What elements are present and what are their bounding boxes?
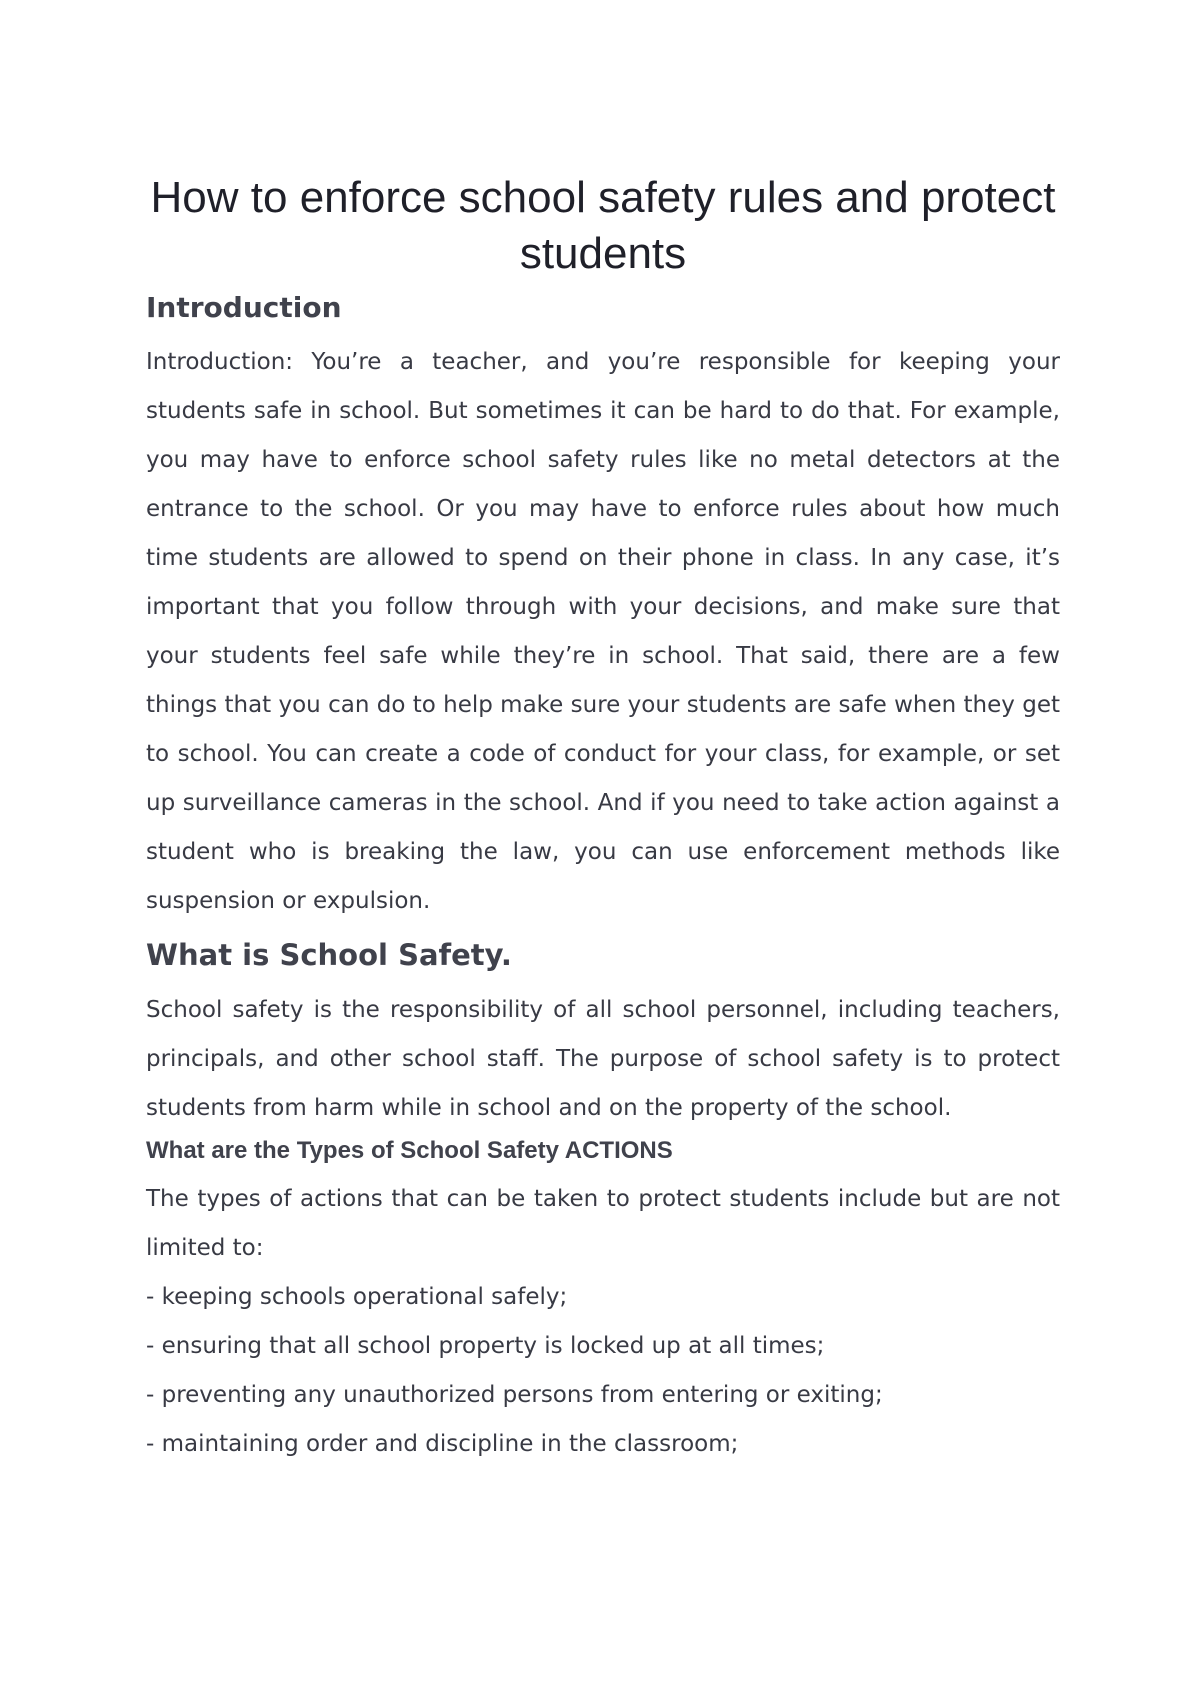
list-item: - maintaining order and discipline in the classroom; bbox=[146, 1431, 739, 1457]
document-title: How to enforce school safety rules and protect students bbox=[150, 173, 1056, 278]
list-item: - preventing any unauthorized persons from entering or exiting; bbox=[146, 1382, 883, 1408]
types-of-actions-paragraph: The types of actions that can be taken to protect students include but are not limited to: bbox=[146, 1186, 1060, 1261]
list-item: - keeping schools operational safely; bbox=[146, 1284, 568, 1310]
introduction-heading: Introduction bbox=[146, 291, 342, 324]
school-safety-paragraph: School safety is the responsibility of all school personnel, including teachers, principals, and other school staff. The purpose of school safety is to protect students from harm while in school and on the property of the school. bbox=[146, 997, 1060, 1121]
types-of-actions-heading: What are the Types of School Safety ACTIONS bbox=[146, 1137, 673, 1164]
document-body bbox=[146, 170, 1060, 1469]
school-safety-heading: What is School Safety. bbox=[146, 938, 512, 972]
actions-list bbox=[146, 1273, 1060, 1469]
list-item: - ensuring that all school property is locked up at all times; bbox=[146, 1333, 825, 1359]
introduction-paragraph: Introduction: You’re a teacher, and you’re responsible for keeping your students safe in school. But sometimes it can be hard to do that. For example, you may have to enforce school safety rules like no metal detectors at the entrance to the school. Or you may have to enforce rules about how much time students are allowed to spend on their phone in class. In any case, it’s important that you follow through with your decisions, and make sure that your students feel safe while they’re in school. That said, there are a few things that you can do to help make sure your students are safe when they get to school. You can create a code of conduct for your class, for example, or set up surveillance cameras in the school. And if you need to take action against a student who is breaking the law, you can use enforcement methods like suspension or expulsion. bbox=[146, 349, 1060, 914]
